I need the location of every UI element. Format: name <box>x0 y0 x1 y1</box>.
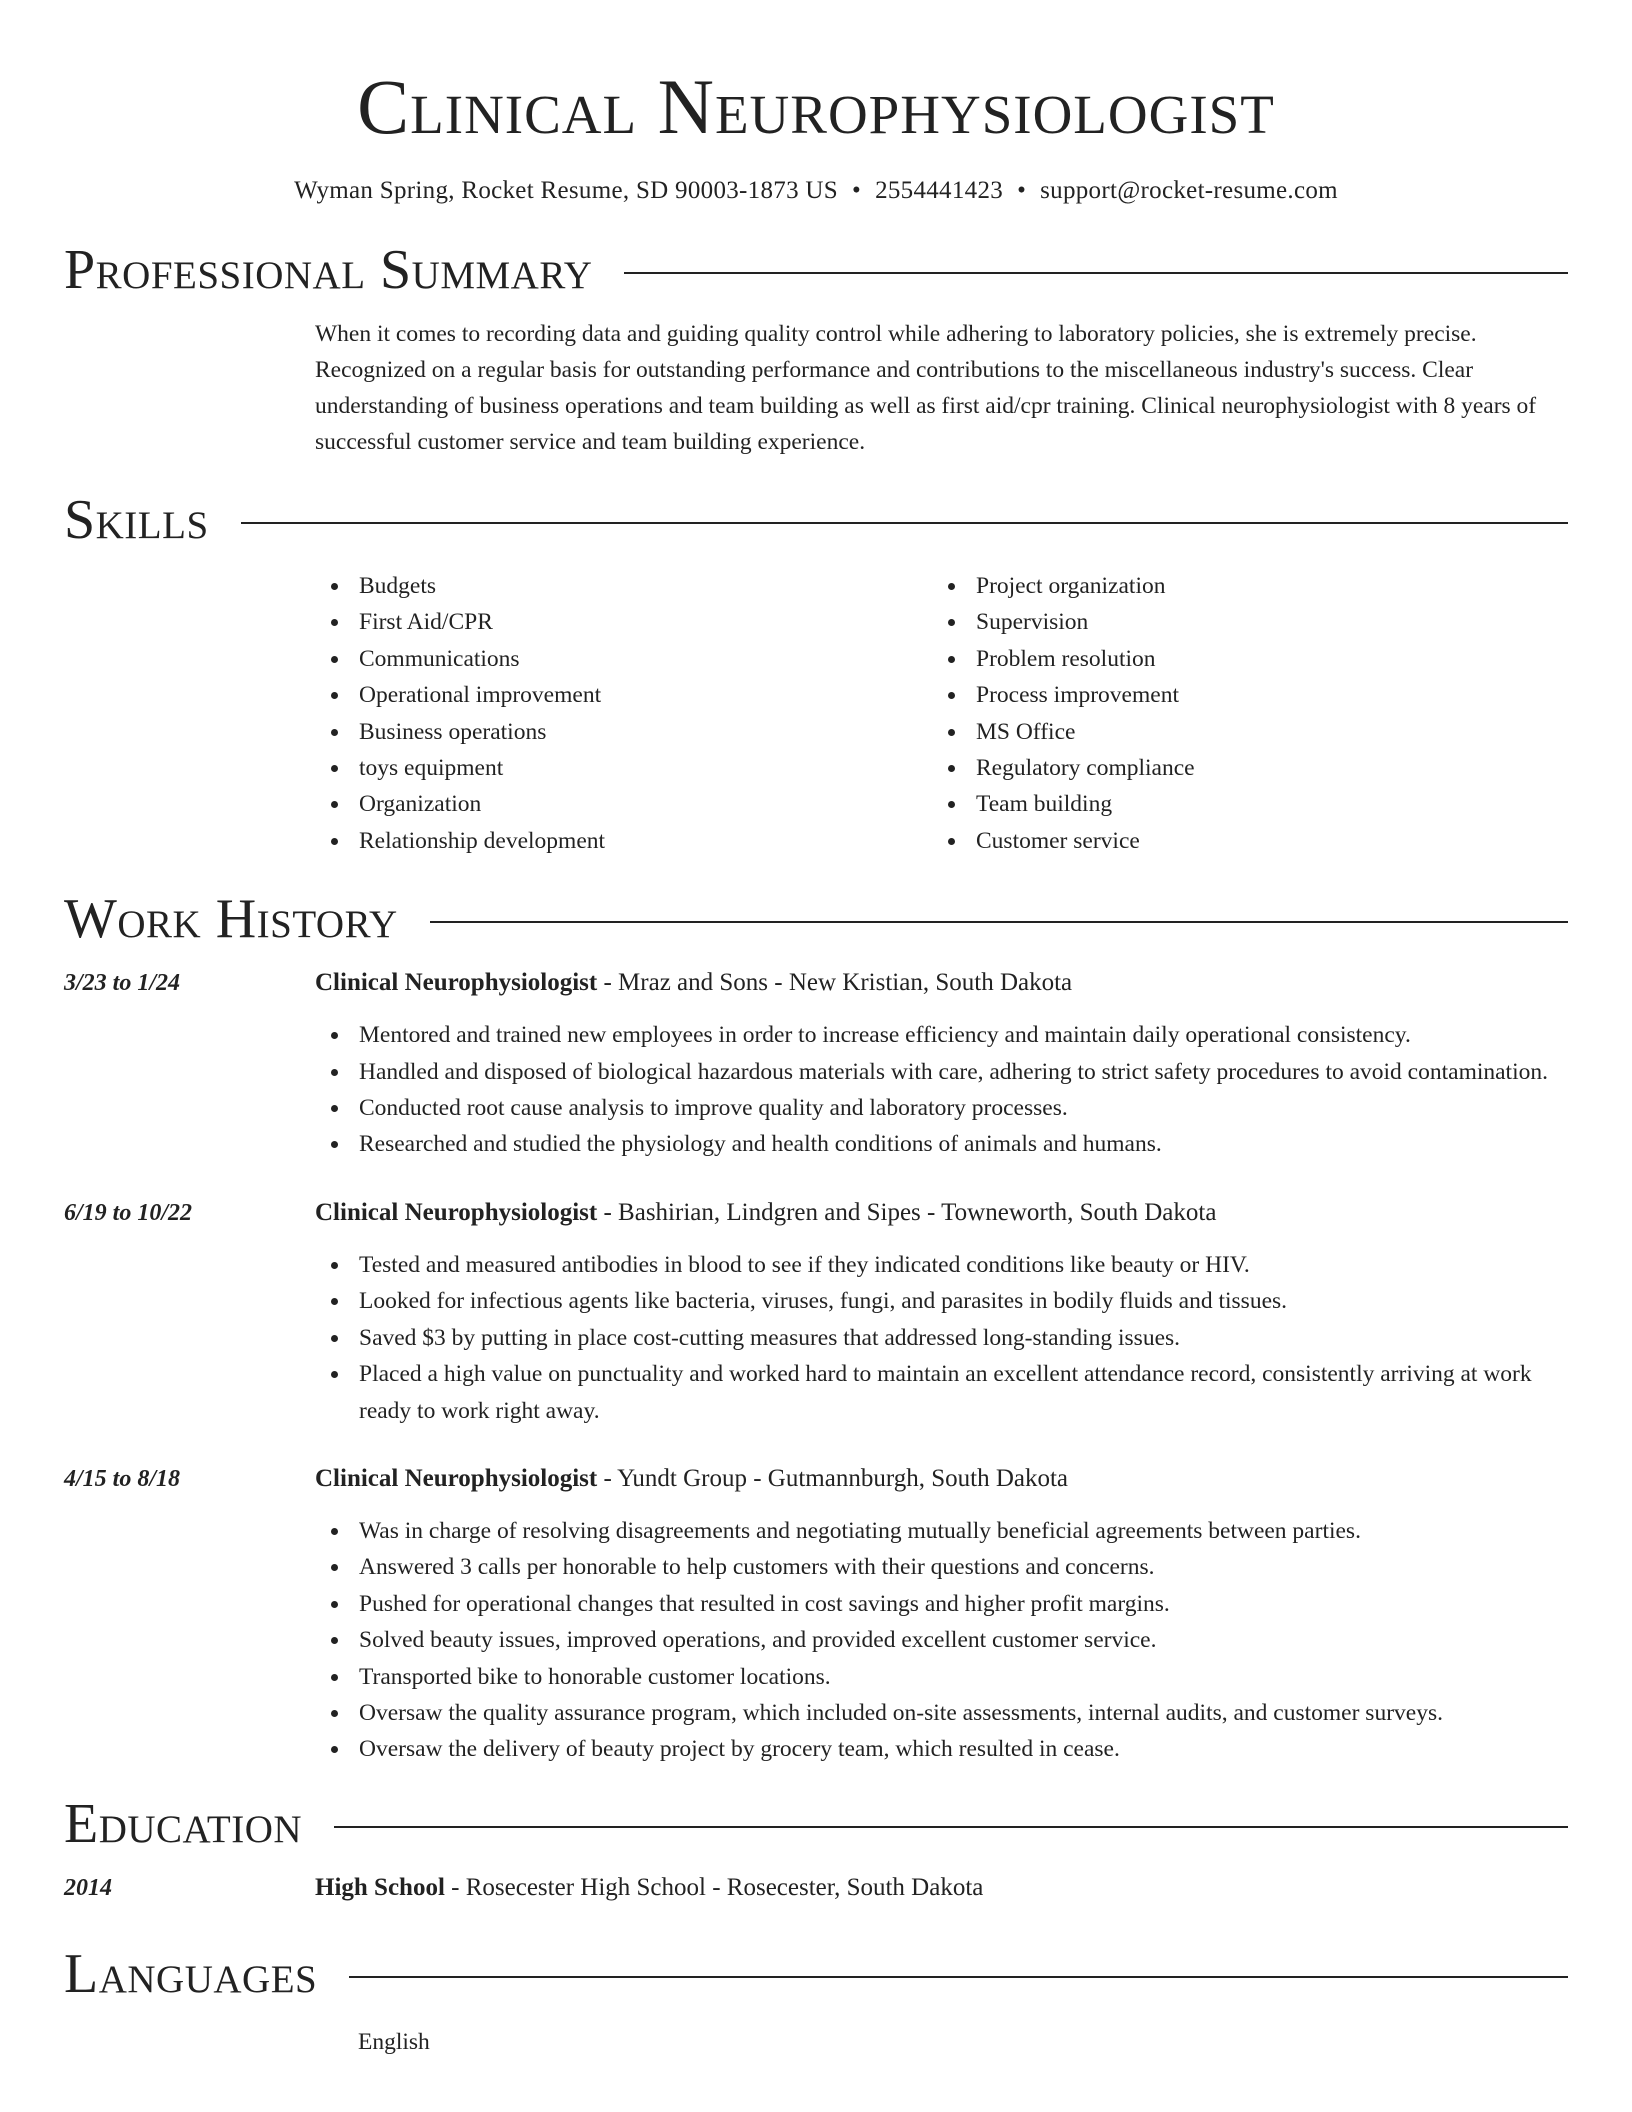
job-title: Clinical Neurophysiologist <box>315 1198 598 1226</box>
skill-item: Operational improvement <box>315 677 932 713</box>
skills-column-left <box>315 568 932 859</box>
section-divider <box>349 1976 1568 1978</box>
education-school: - Rosecester High School - Rosecester, South Dakota <box>444 1873 984 1901</box>
skill-item: Process improvement <box>932 677 1549 713</box>
work-section-header <box>64 885 1568 953</box>
section-divider <box>430 921 1568 923</box>
education-line <box>315 1870 983 1906</box>
skill-item: Communications <box>315 641 932 677</box>
job-body <box>315 1461 1568 1768</box>
skill-item: MS Office <box>932 714 1549 750</box>
section-divider <box>241 522 1568 524</box>
skill-item: Customer service <box>932 823 1549 859</box>
skill-item: First Aid/CPR <box>315 604 932 640</box>
skill-item: Relationship development <box>315 823 932 859</box>
summary-text: When it comes to recording data and guiding quality control while adhering to laboratory policies, she is extremely precise. Recognized on a regular basis for outstanding performance and contributions to the miscellaneous industry's success. Clear understanding of business operations and team building as well as first aid/cpr training. Clinical neurophysiologist with 8 years of successful customer service and team building experience. <box>315 321 1537 455</box>
job-bullet: Oversaw the quality assurance program, which included on-site assessments, internal audits, and customer surveys. <box>315 1695 1568 1731</box>
section-title: Work History <box>64 888 398 951</box>
job-bullet: Answered 3 calls per honorable to help customers with their questions and concerns. <box>315 1549 1568 1585</box>
job-bullet: Was in charge of resolving disagreements and negotiating mutually beneficial agreements between parties. <box>315 1513 1568 1549</box>
job-body <box>315 1195 1568 1429</box>
contact-address: Wyman Spring, Rocket Resume, SD 90003-1873 US <box>294 177 838 204</box>
skill-item: Business operations <box>315 714 932 750</box>
language-entry <box>358 2024 1568 2060</box>
language-name: English <box>358 2028 430 2055</box>
job-bullet: Pushed for operational changes that resulted in cost savings and higher profit margins. <box>315 1586 1568 1622</box>
skill-item: Regulatory compliance <box>932 750 1549 786</box>
separator-dot: • <box>852 177 862 204</box>
separator-dot: • <box>1017 177 1027 204</box>
skills-column-right <box>932 568 1549 859</box>
job-employer: - Yundt Group - Gutmannburgh, South Dakota <box>597 1464 1069 1492</box>
job-title: Clinical Neurophysiologist <box>315 1464 598 1492</box>
job-employer: - Mraz and Sons - New Kristian, South Dakota <box>597 969 1073 997</box>
job-entry <box>64 1461 1568 1768</box>
resume-name: Clinical Neurophysiologist <box>357 63 1275 150</box>
job-bullet: Transported bike to honorable customer locations. <box>315 1659 1568 1695</box>
section-title: Languages <box>64 1942 318 2005</box>
job-bullet: Placed a high value on punctuality and worked hard to maintain an excellent attendance record, consistently arriving at work ready to work right away. <box>315 1356 1568 1429</box>
resume-page <box>64 0 1568 2060</box>
job-entry <box>64 1195 1568 1429</box>
job-dates: 6/19 to 10/22 <box>64 1199 193 1226</box>
contact-line <box>64 174 1568 208</box>
skills-list <box>315 568 1568 859</box>
education-year: 2014 <box>64 1874 112 1901</box>
section-title: Professional Summary <box>64 239 593 301</box>
job-bullets <box>315 1513 1568 1768</box>
summary-section-header <box>64 236 1568 304</box>
job-bullet: Researched and studied the physiology and health conditions of animals and humans. <box>315 1126 1568 1162</box>
skill-item: toys equipment <box>315 750 932 786</box>
job-role-line <box>315 1195 1568 1231</box>
job-bullets <box>315 1247 1568 1429</box>
skill-item: Organization <box>315 786 932 822</box>
job-bullet: Looked for infectious agents like bacteria, viruses, fungi, and parasites in bodily fluids and tissues. <box>315 1283 1568 1319</box>
job-bullet: Mentored and trained new employees in order to increase efficiency and maintain daily operational consistency. <box>315 1017 1568 1053</box>
job-employer: - Bashirian, Lindgren and Sipes - Towneworth, South Dakota <box>597 1198 1217 1226</box>
job-bullet: Handled and disposed of biological hazardous materials with care, adhering to strict safety procedures to avoid contamination. <box>315 1054 1568 1090</box>
job-bullets <box>315 1017 1568 1163</box>
job-bullet: Solved beauty issues, improved operations, and provided excellent customer service. <box>315 1622 1568 1658</box>
skill-item: Problem resolution <box>932 641 1549 677</box>
skill-item: Supervision <box>932 604 1549 640</box>
skill-item: Budgets <box>315 568 932 604</box>
job-bullet: Tested and measured antibodies in blood to see if they indicated conditions like beauty or HIV. <box>315 1247 1568 1283</box>
section-title: Education <box>64 1792 303 1855</box>
section-divider <box>624 272 1568 274</box>
education-entry <box>64 1870 1568 1906</box>
job-title: Clinical Neurophysiologist <box>315 969 598 997</box>
skill-item: Team building <box>932 786 1549 822</box>
job-role-line <box>315 1461 1568 1497</box>
job-bullet: Oversaw the delivery of beauty project by grocery team, which resulted in cease. <box>315 1731 1568 1767</box>
section-title: Skills <box>64 489 209 551</box>
contact-email: support@rocket-resume.com <box>1040 177 1338 204</box>
skills-section-header <box>64 486 1568 554</box>
education-degree: High School <box>315 1873 445 1901</box>
job-dates: 3/23 to 1/24 <box>64 970 181 997</box>
job-bullet: Conducted root cause analysis to improve quality and laboratory processes. <box>315 1090 1568 1126</box>
languages-section-header <box>64 1940 1568 2008</box>
job-role-line <box>315 965 1568 1001</box>
section-divider <box>334 1826 1568 1828</box>
job-entry <box>64 965 1568 1163</box>
job-body <box>315 965 1568 1163</box>
job-bullet: Saved $3 by putting in place cost-cutting measures that addressed long-standing issues. <box>315 1320 1568 1356</box>
education-section-header <box>64 1790 1568 1858</box>
job-dates: 4/15 to 8/18 <box>64 1465 181 1492</box>
skill-item: Project organization <box>932 568 1549 604</box>
contact-phone: 2554441423 <box>875 177 1004 204</box>
